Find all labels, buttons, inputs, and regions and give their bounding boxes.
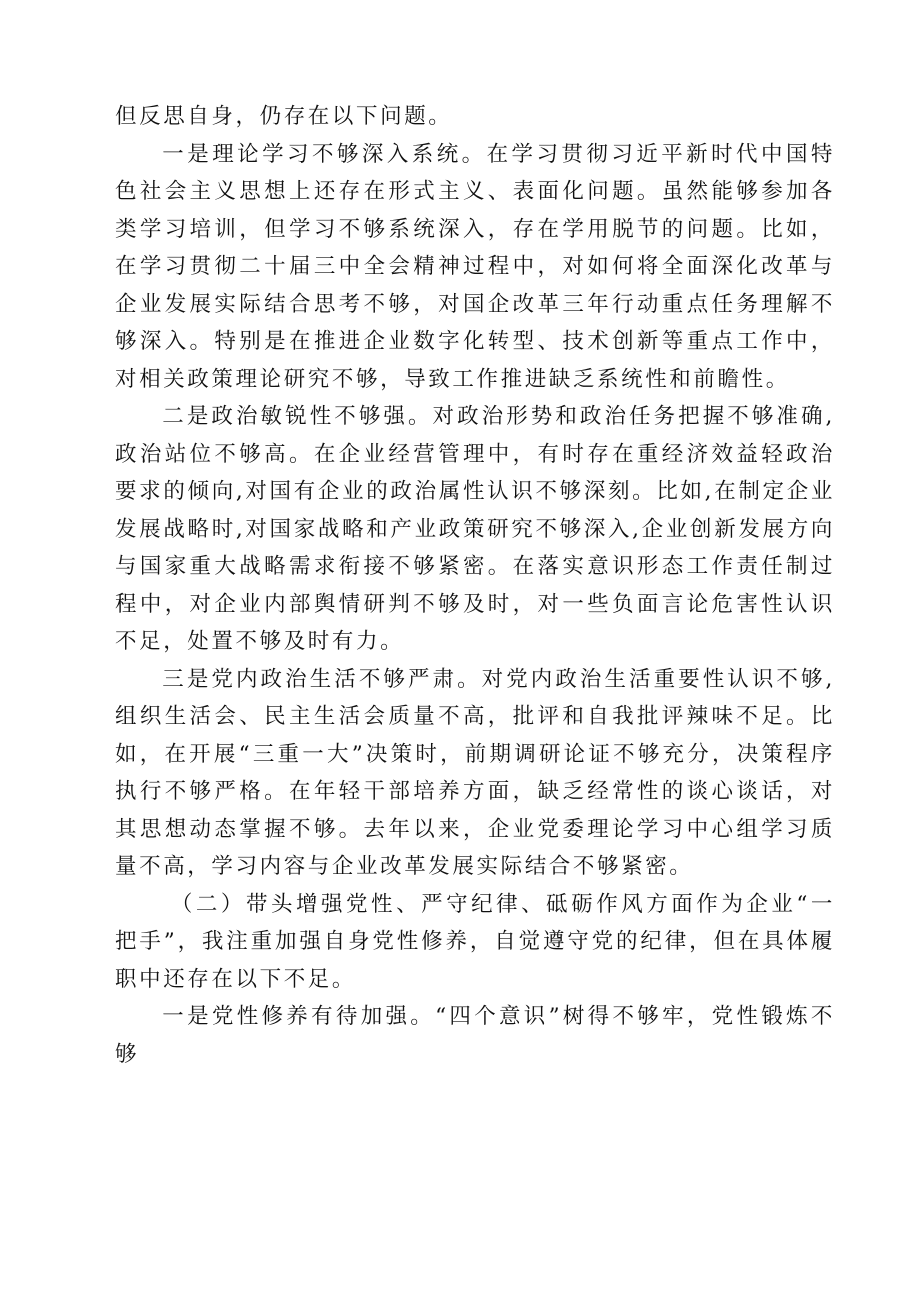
paragraph-party-spirit: 一是党性修养有待加强。“四个意识”树得不够牢，党性锻炼不够 (115, 1004, 835, 1067)
paragraph-intro: 但反思自身，仍存在以下问题。 (115, 104, 453, 129)
paragraph-section-two: （二）带头增强党性、严守纪律、砥砺作风方面作为企业“一把手”，我注重加强自身党性修养，自觉遵守党的纪律，但在具体履职中还存在以下不足。 (115, 891, 835, 992)
document-body (115, 98, 835, 1073)
paragraph-political-sensitivity: 二是政治敏锐性不够强。对政治形势和政治任务把握不够准确,政治站位不够高。在企业经营管理中，有时存在重经济效益轻政治要求的倾向,对国有企业的政治属性认识不够深刻。比如,在制定企业发展战略时,对国家战略和产业政策研究不够深入,企业创新发展方向与国家重大战略需求衔接不够紧密。在落实意识形态工作责任制过程中，对企业内部舆情研判不够及时，对一些负面言论危害性认识不足，处置不够及时有力。 (115, 404, 835, 654)
paragraph-theory-study: 一是理论学习不够深入系统。在学习贯彻习近平新时代中国特色社会主义思想上还存在形式主义、表面化问题。虽然能够参加各类学习培训，但学习不够系统深入，存在学用脱节的问题。比如，在学习贯彻二十届三中全会精神过程中，对如何将全面深化改革与企业发展实际结合思考不够，对国企改革三年行动重点任务理解不够深入。特别是在推进企业数字化转型、技术创新等重点工作中，对相关政策理论研究不够，导致工作推进缺乏系统性和前瞻性。 (115, 141, 835, 392)
paragraph-party-life: 三是党内政治生活不够严肃。对党内政治生活重要性认识不够,组织生活会、民主生活会质量不高，批评和自我批评辣味不足。比如，在开展“三重一大”决策时，前期调研论证不够充分，决策程序执行不够严格。在年轻干部培养方面，缺乏经常性的谈心谈话，对其思想动态掌握不够。去年以来，企业党委理论学习中心组学习质量不高，学习内容与企业改革发展实际结合不够紧密。 (115, 666, 835, 879)
